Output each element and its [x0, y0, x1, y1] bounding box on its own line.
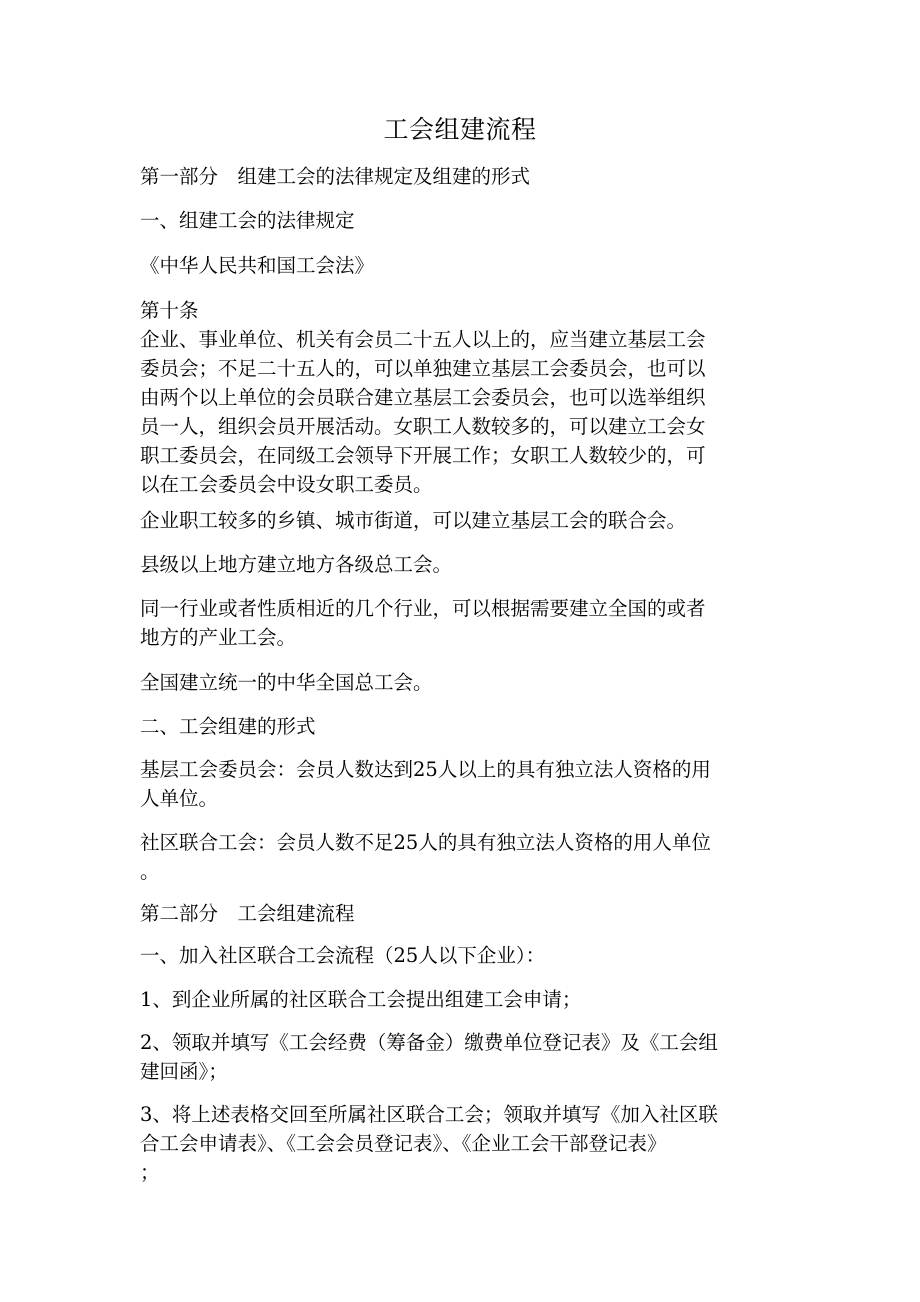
process-heading: 一、加入社区联合工会流程（25人以下企业）：	[140, 944, 546, 967]
step-3: 3、将上述表格交回至所属社区联合工会；领取并填写《加入社区联 合工会申请表》、《工会会员登记表》、《企业工会干部登记表》 ；	[140, 1103, 718, 1184]
paragraph-national-federation: 全国建立统一的中华全国总工会。	[140, 671, 433, 694]
paragraph-township-federation: 企业职工较多的乡镇、城市街道，可以建立基层工会的联合会。	[140, 509, 687, 532]
paragraph-industrial-unions: 同一行业或者性质相近的几个行业，可以根据需要建立全国的或者 地方的产业工会。	[140, 597, 706, 649]
paragraph-grassroots-committee: 基层工会委员会：会员人数达到25人以上的具有独立法人资格的用 人单位。	[140, 758, 711, 810]
law-title: 《中华人民共和国工会法》	[140, 254, 375, 277]
document-title: 工会组建流程	[383, 115, 537, 144]
paragraph-local-federations: 县级以上地方建立地方各级总工会。	[140, 553, 453, 576]
part-two-heading: 第二部分 工会组建流程	[140, 902, 355, 925]
section-legal-provisions-heading: 一、组建工会的法律规定	[140, 209, 355, 232]
article-ten-heading: 第十条	[140, 299, 199, 322]
step-1: 1、到企业所属的社区联合工会提出组建工会申请；	[140, 988, 582, 1011]
section-forms-heading: 二、工会组建的形式	[140, 715, 316, 738]
article-ten-text: 企业、事业单位、机关有会员二十五人以上的，应当建立基层工会 委员会；不足二十五人的，可以单独建立基层工会委员会，也可以 由两个以上单位的会员联合建立基层工会委员会，也可以选举组织 员一人，组织会员开展活动。女职工人数较多的，可以建立工会女 职工委员会，在同级工会领导下开展工作；女职工人数较少的，可 以在工会委员会中设女职工委员。	[140, 328, 706, 496]
part-one-heading: 第一部分 组建工会的法律规定及组建的形式	[140, 165, 531, 188]
step-2: 2、领取并填写《工会经费（筹备金）缴费单位登记表》及《工会组 建回函》；	[140, 1031, 718, 1083]
paragraph-community-union: 社区联合工会：会员人数不足25人的具有独立法人资格的用人单位 。	[140, 831, 711, 883]
